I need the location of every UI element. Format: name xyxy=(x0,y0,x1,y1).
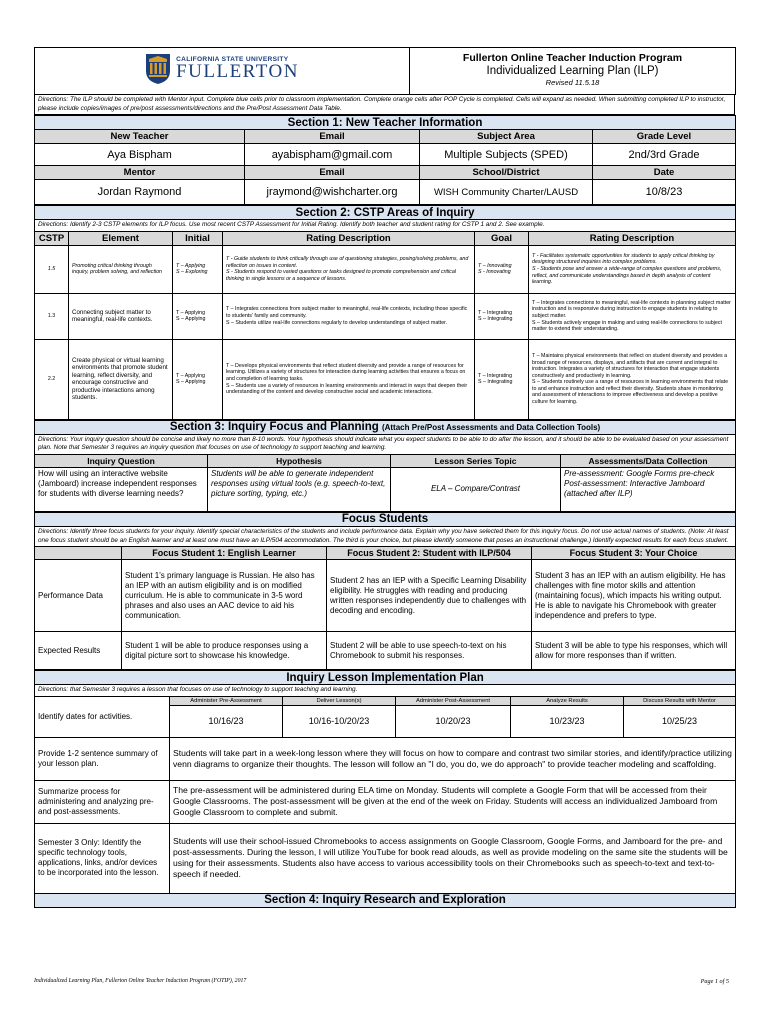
h-school: School/District xyxy=(420,166,593,180)
cstp-rating-desc[interactable]: T – Integrates connections from subject matter to meaningful, real-life contexts, including those specific to students' family and community. S – Students utilize real-life connections regularly to develop understandings of subject matter. xyxy=(223,293,475,339)
h-new-teacher: New Teacher xyxy=(35,130,245,144)
h-element: Element xyxy=(69,231,173,245)
assessments-value[interactable]: Pre-assessment: Google Forms pre-check Post-assessment: Interactive Jamboard (attached after ILP) xyxy=(561,467,736,511)
focus-title: Focus Students xyxy=(35,512,736,526)
expected-1[interactable]: Student 1 will be able to produce responses using a digital picture sort to showcase his knowledge. xyxy=(122,632,327,670)
h-initial: Initial xyxy=(173,231,223,245)
h-rating-desc-goal: Rating Description xyxy=(529,231,736,245)
logo-cell xyxy=(35,48,410,95)
cstp-row xyxy=(35,339,736,419)
date-discuss-results[interactable]: 10/25/23 xyxy=(624,705,736,737)
cstp-element[interactable]: Connecting subject matter to meaningful, real-life contexts. xyxy=(69,293,173,339)
col-analyze-results: Analyze Results xyxy=(511,696,624,705)
section3-title-note: (Attach Pre/Post Assessments and Data Collection Tools) xyxy=(381,423,601,433)
h-inquiry-question: Inquiry Question xyxy=(35,454,208,467)
date-post-assessment[interactable]: 10/20/23 xyxy=(396,705,511,737)
revised-date: Revised 11.5.18 xyxy=(545,78,600,88)
program-title-cell xyxy=(410,48,736,95)
implementation-table xyxy=(34,670,736,908)
dates-label: Identify dates for activities. xyxy=(35,696,170,737)
cstp-goal: T – Innovating S - Innovating xyxy=(475,245,529,293)
cstp-goal[interactable]: T – Integrating S – Integrating xyxy=(475,339,529,419)
h-mentor: Mentor xyxy=(35,166,245,180)
cstp-element: Promoting critical thinking through inquiry, problem solving, and reflection xyxy=(69,245,173,293)
section2-directions: Directions: Identify 2-3 CSTP elements for ILP focus. Use most recent CSTP Assessment for Initial Rating. Identify both teacher and student rating for CSTP 1 and 2. See example. xyxy=(35,220,736,232)
process-value[interactable]: The pre-assessment will be administered during ELA time on Monday. Students will complete a Google Form that will be accessed from their Google Classrooms. The post-assessment will be given at the end of the week on Friday. Students will access an individualized Jamboard from Google Classroom to complete and submit. xyxy=(170,780,736,823)
expected-2[interactable]: Student 2 will be able to use speech-to-text on his Chromebook to submit his responses. xyxy=(327,632,532,670)
cstp-number: 1.5 xyxy=(35,245,69,293)
col-discuss-results: Discuss Results with Mentor xyxy=(624,696,736,705)
section2-table xyxy=(34,205,736,420)
h-email: Email xyxy=(245,130,420,144)
cstp-rating-desc[interactable]: T – Develops physical environments that reflect student diversity and provide a range of resources for learning. Utilizes a variety of structures for interaction during learning activities that ensures a focus on and completion of learning tasks. S – Students use a variety of resources in learning environments and interact in ways that deepen their understanding of the content and develop constructive social and academic interactions. xyxy=(223,339,475,419)
section1-table xyxy=(34,115,736,205)
plan-name: Individualized Learning Plan (ILP) xyxy=(486,64,659,77)
h-cstp: CSTP xyxy=(35,231,69,245)
performance-1[interactable]: Student 1's primary language is Russian. He also has an IEP with an autism eligibility and is on modified curriculum. He is able to communicate in 3-5 word phrases and also uses an AAC device to aid his communication. xyxy=(122,560,327,632)
grade-value[interactable]: 2nd/3rd Grade xyxy=(593,144,736,166)
csuf-seal-icon xyxy=(145,53,171,85)
performance-2[interactable]: Student 2 has an IEP with a Specific Learning Disability eligibility. He struggles with reading and producing written responses independently due to challenges with decoding and encoding. xyxy=(327,560,532,632)
focus-corner xyxy=(35,547,122,560)
tech-value[interactable]: Students will use their school-issued Chromebooks to access assignments on Google Classroom, Google Forms, and Jamboard for the pre- and post-assessments. During the lesson, I will utilize YouTube for book read alouds, as well as provide modeling on the same site the students will be using for their assessments. Students also have access to various accessibility tools on their Chromebooks such as speech-to-text and text-to-speech if needed. xyxy=(170,823,736,893)
h-focus-3: Focus Student 3: Your Choice xyxy=(532,547,736,560)
csuf-logo: CALIFORNIA STATE UNIVERSITY FULLERTON xyxy=(145,53,299,85)
mentor-email-value[interactable]: jraymond@wishcharter.org xyxy=(245,180,420,205)
cstp-goal-desc[interactable]: T – Integrates connections to meaningful, real-life contexts in planning subject matter instruction and is responsive during instruction to engage students in relating to subject matter. S – Students actively engage in making and using real-life connections to subject matter to extend their understanding. xyxy=(529,293,736,339)
date-analyze-results[interactable]: 10/23/23 xyxy=(511,705,624,737)
header-table xyxy=(34,47,736,95)
col-pre-assessment: Administer Pre-Assessment xyxy=(170,696,283,705)
h-focus-2: Focus Student 2: Student with ILP/504 xyxy=(327,547,532,560)
hypothesis-value[interactable]: Students will be able to generate independent responses using virtual tools (e.g. speech-to-text, picture sorting, typing, etc.) xyxy=(208,467,391,511)
program-name: Fullerton Online Teacher Induction Program xyxy=(462,52,683,65)
expected-label: Expected Results xyxy=(35,632,122,670)
cstp-number: 2.2 xyxy=(35,339,69,419)
focus-students-table xyxy=(34,512,736,670)
subject-value[interactable]: Multiple Subjects (SPED) xyxy=(420,144,593,166)
section3-table xyxy=(34,420,736,512)
h-rating-desc: Rating Description xyxy=(223,231,475,245)
ilp-document xyxy=(34,47,735,908)
inquiry-question-value[interactable]: How will using an interactive website (Jamboard) increase independent responses for students with diverse learning needs? xyxy=(35,467,208,511)
cstp-rating-desc: T - Guide students to think critically through use of questioning strategies, posing/solving problems, and reflection on issues in content. S - Students respond to varied questions or tasks designed to promote comprehension and critical thinking in single lessons or a sequence of lessons. xyxy=(223,245,475,293)
col-post-assessment: Administer Post-Assessment xyxy=(396,696,511,705)
cstp-row xyxy=(35,293,736,339)
expected-3[interactable]: Student 3 will be able to type his responses, which will allow for more responses than if written. xyxy=(532,632,736,670)
h-grade: Grade Level xyxy=(593,130,736,144)
section2-title: Section 2: CSTP Areas of Inquiry xyxy=(35,206,736,220)
new-teacher-value[interactable]: Aya Bispham xyxy=(35,144,245,166)
h-lesson-topic: Lesson Series Topic xyxy=(391,454,561,467)
h-date: Date xyxy=(593,166,736,180)
cstp-number: 1.3 xyxy=(35,293,69,339)
col-deliver-lessons: Deliver Lesson(s) xyxy=(283,696,396,705)
section3-title: Section 3: Inquiry Focus and Planning xyxy=(169,421,379,434)
date-pre-assessment[interactable]: 10/16/23 xyxy=(170,705,283,737)
cstp-element[interactable]: Create physical or virtual learning environments that promote student learning, reflect diversity, and encourage constructive and productive interactions among students. xyxy=(69,339,173,419)
date-deliver-lessons[interactable]: 10/16-10/20/23 xyxy=(283,705,396,737)
cstp-goal[interactable]: T – Integrating S – Integrating xyxy=(475,293,529,339)
process-label: Summarize process for administering and analyzing pre- and post-assessments. xyxy=(35,780,170,823)
cstp-initial: T – Applying S – Exploring xyxy=(173,245,223,293)
directions-top: Directions: The ILP should be completed with Mentor input. Complete blue cells prior to classroom implementation. Complete orange cells after POP Cycle is completed. Cells will expand as needed. When submitting completed ILP to instructor, please include copies/images of pre/post assessments/directions and the Pre/Post Assessment Data Table. xyxy=(35,95,735,115)
mentor-value[interactable]: Jordan Raymond xyxy=(35,180,245,205)
section4-title: Section 4: Inquiry Research and Exploration xyxy=(35,893,736,907)
cstp-row xyxy=(35,245,736,293)
focus-directions: Directions: Identify three focus students for your inquiry. Identify special characteristics of the students and include performance data. Explain why you have selected them for this inquiry focus. Do not use actual names of students. (Note: At least one focus student should be an English learner and at least one must have an ILP/504 accommodation. The third is your choice, but please identify someone that poses an instructional challenge.) Identify expected results for each focus student. xyxy=(35,526,736,546)
h-subject: Subject Area xyxy=(420,130,593,144)
h-assessments: Assessments/Data Collection xyxy=(561,454,736,467)
cstp-initial[interactable]: T – Applying S – Applying xyxy=(173,293,223,339)
email-value[interactable]: ayabispham@gmail.com xyxy=(245,144,420,166)
h-goal: Goal xyxy=(475,231,529,245)
section3-title-cell xyxy=(35,420,736,434)
performance-label: Performance Data xyxy=(35,560,122,632)
implementation-directions: Directions: that Semester 3 requires a lesson that focuses on use of technology to support teaching and learning. xyxy=(35,685,736,697)
cstp-initial[interactable]: T – Applying S – Applying xyxy=(173,339,223,419)
h-hypothesis: Hypothesis xyxy=(208,454,391,467)
page-footer xyxy=(34,978,735,984)
page-number: Page 1 of 5 xyxy=(700,978,729,985)
h-focus-1: Focus Student 1: English Learner xyxy=(122,547,327,560)
performance-3[interactable]: Student 3 has an IEP with an autism eligibility. He has challenges with fine motor skills and attention (maintaining focus), which impacts his writing output. He is able to navigate his Chromebook with greater independence and prefers to type. xyxy=(532,560,736,632)
cstp-goal-desc: T - Facilitates systematic opportunities for students to apply critical thinking by designing structured inquiries into complex problems. S - Students pose and answer a wide-range of complex questions and problems, reflect, and communicate understandings based in depth analysis of content learning. xyxy=(529,245,736,293)
directions-top-table xyxy=(34,95,735,115)
school-value[interactable]: WISH Community Charter/LAUSD xyxy=(420,180,593,205)
tech-label: Semester 3 Only: Identify the specific technology tools, applications, links, and/or devices to be incorporated into the lesson. xyxy=(35,823,170,893)
date-value[interactable]: 10/8/23 xyxy=(593,180,736,205)
section3-directions: Directions: Your inquiry question should be concise and likely no more than 8-10 words. Your hypothesis should indicate what you expect students to be able to do after the lesson, and it should be able to be evaluated based on your assessment plan. Note that Semester 3 requires an inquiry question that focuses on use of technology to support teaching and learning. xyxy=(35,434,736,454)
lesson-topic-value[interactable]: ELA – Compare/Contrast xyxy=(391,467,561,511)
implementation-title: Inquiry Lesson Implementation Plan xyxy=(35,671,736,685)
summary-value[interactable]: Students will take part in a week-long lesson where they will focus on how to compare and contrast two similar stories, and identify/practice utilizing venn diagrams to organize their thoughts. The lesson will follow an "I do, you do, we do approach" to provide teacher modeling and scaffolding. xyxy=(170,737,736,780)
section1-title: Section 1: New Teacher Information xyxy=(35,116,736,130)
footer-text: Individualized Learning Plan, Fullerton Online Teacher Induction Program (FOTIP), 2017 xyxy=(34,978,247,984)
cstp-goal-desc[interactable]: T – Maintains physical environments that reflect on student diversity and provides a broad range of resources, displays, and artifacts that are current and integral to instruction. Integrates a variety of structures for interaction that engage students constructively and productively in learning. S – Students routinely use a range of resources in learning environments that relate to and enhance instruction and reflect their diversity. Students share in monitoring and assessment of interactions to improve effectiveness and develop a positive culture for learning. xyxy=(529,339,736,419)
summary-label: Provide 1-2 sentence summary of your lesson plan. xyxy=(35,737,170,780)
h-email2: Email xyxy=(245,166,420,180)
